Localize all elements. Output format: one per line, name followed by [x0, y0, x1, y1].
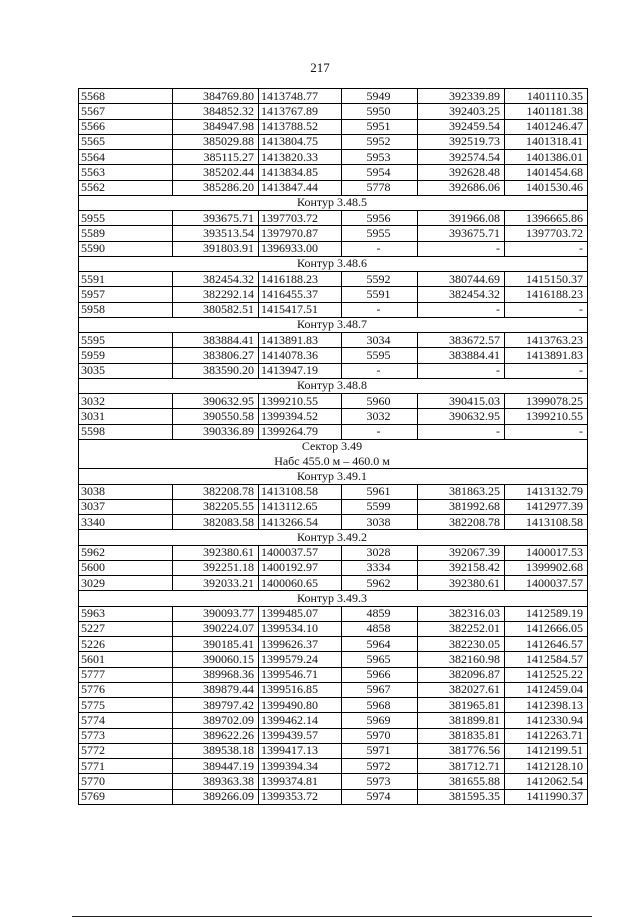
table-cell: 5974 — [342, 789, 418, 804]
table-cell: 4859 — [342, 606, 418, 621]
table-row — [79, 119, 588, 134]
table-row — [79, 484, 588, 499]
contour-header: Контур 3.48.7 — [79, 317, 588, 332]
table-cell: 5962 — [79, 545, 173, 560]
table-cell: 1401110.35 — [505, 89, 588, 104]
table-cell: 5967 — [342, 682, 418, 697]
table-cell: 389622.26 — [173, 728, 259, 743]
table-cell: 385115.27 — [173, 150, 259, 165]
table-cell: 392628.48 — [418, 165, 505, 180]
table-cell: 1399374.81 — [259, 774, 342, 789]
sector-title: Сектор 3.49 — [79, 439, 588, 454]
table-cell: 390632.95 — [173, 394, 259, 409]
table-cell: 5960 — [342, 394, 418, 409]
coordinates-table — [78, 88, 588, 805]
table-row — [79, 180, 588, 195]
table-cell: 1415417.51 — [259, 302, 342, 317]
table-cell: 390632.95 — [418, 409, 505, 424]
table-cell: 383672.57 — [418, 333, 505, 348]
table-cell: 3035 — [79, 363, 173, 378]
table-cell: 1399902.68 — [505, 560, 588, 575]
table-row — [79, 728, 588, 743]
table-row — [79, 789, 588, 804]
table-cell: 3028 — [342, 545, 418, 560]
table-cell: 5770 — [79, 774, 173, 789]
table-cell: 5562 — [79, 180, 173, 195]
table-cell: 382316.03 — [418, 606, 505, 621]
contour-header: Контур 3.49.1 — [79, 469, 588, 484]
table-row — [79, 272, 588, 287]
table-cell: 392033.21 — [173, 576, 259, 591]
table-cell: 1401246.47 — [505, 119, 588, 134]
table-cell: 1413266.54 — [259, 515, 342, 530]
table-cell: 5595 — [342, 348, 418, 363]
table-row — [79, 545, 588, 560]
table-row — [79, 226, 588, 241]
table-cell: 393513.54 — [173, 226, 259, 241]
table-cell: 1415150.37 — [505, 272, 588, 287]
table-cell: 5773 — [79, 728, 173, 743]
table-row — [79, 637, 588, 652]
table-cell: 1396933.00 — [259, 241, 342, 256]
table-cell: 1416188.23 — [259, 272, 342, 287]
table-cell: 1399462.14 — [259, 713, 342, 728]
table-cell: 382083.58 — [173, 515, 259, 530]
table-cell: 4858 — [342, 621, 418, 636]
table-cell: 1413834.85 — [259, 165, 342, 180]
table-cell: 392251.18 — [173, 560, 259, 575]
table-cell: 382252.01 — [418, 621, 505, 636]
table-cell: 1399417.13 — [259, 743, 342, 758]
table-cell: 380582.51 — [173, 302, 259, 317]
table-cell: 1412977.39 — [505, 499, 588, 514]
table-cell: 1413767.89 — [259, 104, 342, 119]
table-cell: 5591 — [342, 287, 418, 302]
table-cell: 5776 — [79, 682, 173, 697]
table-cell: 5567 — [79, 104, 173, 119]
table-cell: 1412584.57 — [505, 652, 588, 667]
table-cell: 1399626.37 — [259, 637, 342, 652]
contour-header: Контур 3.49.3 — [79, 591, 588, 606]
table-cell: 5769 — [79, 789, 173, 804]
table-cell: 391966.08 — [418, 211, 505, 226]
table-cell: 1401318.41 — [505, 134, 588, 149]
table-row — [79, 576, 588, 591]
table-cell: 1412589.19 — [505, 606, 588, 621]
table-cell: 1396665.86 — [505, 211, 588, 226]
contour-header-row — [79, 469, 588, 484]
table-cell: 392380.61 — [418, 576, 505, 591]
table-cell: 381899.81 — [418, 713, 505, 728]
table-cell: 392339.89 — [418, 89, 505, 104]
table-cell: 1413132.79 — [505, 484, 588, 499]
contour-header: Контур 3.48.8 — [79, 378, 588, 393]
table-cell: 392403.25 — [418, 104, 505, 119]
table-cell: 5600 — [79, 560, 173, 575]
table-cell: 3340 — [79, 515, 173, 530]
table-row — [79, 89, 588, 104]
table-cell: 3334 — [342, 560, 418, 575]
table-cell: 389266.09 — [173, 789, 259, 804]
table-cell: 1400037.57 — [505, 576, 588, 591]
table-cell: - — [505, 302, 588, 317]
table-cell: 383884.41 — [173, 333, 259, 348]
table-cell: 392459.54 — [418, 119, 505, 134]
table-cell: 392067.39 — [418, 545, 505, 560]
table-row — [79, 606, 588, 621]
table-cell: 1412330.94 — [505, 713, 588, 728]
table-cell: 1399516.85 — [259, 682, 342, 697]
table-cell: - — [342, 302, 418, 317]
table-cell: 5595 — [79, 333, 173, 348]
table-cell: 5775 — [79, 698, 173, 713]
table-cell: 381712.71 — [418, 759, 505, 774]
table-cell: 1412398.13 — [505, 698, 588, 713]
table-cell: 5972 — [342, 759, 418, 774]
table-row — [79, 682, 588, 697]
table-cell: 5953 — [342, 150, 418, 165]
table-cell: 1413108.58 — [505, 515, 588, 530]
table-cell: - — [342, 363, 418, 378]
table-row — [79, 333, 588, 348]
table-cell: 1399353.72 — [259, 789, 342, 804]
table-cell: 3034 — [342, 333, 418, 348]
table-cell: 3031 — [79, 409, 173, 424]
table-cell: 1399078.25 — [505, 394, 588, 409]
table-cell: 381863.25 — [418, 484, 505, 499]
table-cell: 5950 — [342, 104, 418, 119]
table-cell: 5590 — [79, 241, 173, 256]
table-cell: 389363.38 — [173, 774, 259, 789]
table-row — [79, 104, 588, 119]
table-cell: 5777 — [79, 667, 173, 682]
table-row — [79, 348, 588, 363]
table-row — [79, 150, 588, 165]
table-cell: 390336.89 — [173, 424, 259, 439]
table-cell: 1413891.83 — [259, 333, 342, 348]
table-cell: 1412263.71 — [505, 728, 588, 743]
contour-header: Контур 3.49.2 — [79, 530, 588, 545]
table-cell: 5949 — [342, 89, 418, 104]
table-cell: - — [418, 424, 505, 439]
table-cell: 1401530.46 — [505, 180, 588, 195]
table-cell: 1412128.10 — [505, 759, 588, 774]
table-cell: 1399490.80 — [259, 698, 342, 713]
table-cell: 380744.69 — [418, 272, 505, 287]
table-cell: 5951 — [342, 119, 418, 134]
contour-header-row — [79, 530, 588, 545]
table-cell: 1397970.87 — [259, 226, 342, 241]
table-row — [79, 560, 588, 575]
table-cell: 392686.06 — [418, 180, 505, 195]
table-cell: 5956 — [342, 211, 418, 226]
table-cell: 389797.42 — [173, 698, 259, 713]
table-cell: - — [505, 363, 588, 378]
table-cell: 5227 — [79, 621, 173, 636]
sector-height-row — [79, 454, 588, 469]
table-row — [79, 743, 588, 758]
table-cell: 5971 — [342, 743, 418, 758]
table-cell: 5968 — [342, 698, 418, 713]
table-cell: 1399210.55 — [259, 394, 342, 409]
table-cell: 1413748.77 — [259, 89, 342, 104]
table-cell: 3032 — [342, 409, 418, 424]
table-cell: 5957 — [79, 287, 173, 302]
table-cell: 1412062.54 — [505, 774, 588, 789]
table-cell: 5973 — [342, 774, 418, 789]
table-cell: 382208.78 — [418, 515, 505, 530]
table-cell: 5959 — [79, 348, 173, 363]
table-cell: 5963 — [79, 606, 173, 621]
table-cell: 1399264.79 — [259, 424, 342, 439]
table-cell: 5964 — [342, 637, 418, 652]
table-cell: 390550.58 — [173, 409, 259, 424]
table-cell: - — [418, 241, 505, 256]
table-cell: 382454.32 — [418, 287, 505, 302]
table-cell: 1412459.04 — [505, 682, 588, 697]
table-row — [79, 165, 588, 180]
contour-header: Контур 3.48.5 — [79, 195, 588, 210]
table-row — [79, 698, 588, 713]
table-cell: 381655.88 — [418, 774, 505, 789]
table-row — [79, 211, 588, 226]
table-cell: 390060.15 — [173, 652, 259, 667]
table-cell: 3037 — [79, 499, 173, 514]
table-cell: 1416455.37 — [259, 287, 342, 302]
table-cell: 5778 — [342, 180, 418, 195]
table-row — [79, 409, 588, 424]
table-cell: 3038 — [79, 484, 173, 499]
page-bottom-rule — [72, 916, 592, 917]
table-cell: 382292.14 — [173, 287, 259, 302]
table-cell: 1399534.10 — [259, 621, 342, 636]
table-cell: 1399210.55 — [505, 409, 588, 424]
table-cell: 5591 — [79, 272, 173, 287]
sector-height-range: Набс 455.0 м – 460.0 м — [79, 454, 588, 469]
table-cell: - — [342, 241, 418, 256]
table-cell: 382454.32 — [173, 272, 259, 287]
table-cell: 5969 — [342, 713, 418, 728]
table-cell: 390415.03 — [418, 394, 505, 409]
table-row — [79, 713, 588, 728]
table-cell: 389447.19 — [173, 759, 259, 774]
table-cell: 383884.41 — [418, 348, 505, 363]
table-cell: 390185.41 — [173, 637, 259, 652]
table-cell: 1399394.34 — [259, 759, 342, 774]
table-cell: 5592 — [342, 272, 418, 287]
table-cell: 382027.61 — [418, 682, 505, 697]
table-cell: 1416188.23 — [505, 287, 588, 302]
table-cell: 5774 — [79, 713, 173, 728]
table-cell: 1399485.07 — [259, 606, 342, 621]
table-row — [79, 621, 588, 636]
table-cell: 381776.56 — [418, 743, 505, 758]
table-row — [79, 241, 588, 256]
table-cell: 385029.88 — [173, 134, 259, 149]
table-row — [79, 652, 588, 667]
table-cell: 383590.20 — [173, 363, 259, 378]
table-cell: 5601 — [79, 652, 173, 667]
table-cell: - — [505, 241, 588, 256]
table-row — [79, 667, 588, 682]
table-cell: 389702.09 — [173, 713, 259, 728]
table-cell: 5563 — [79, 165, 173, 180]
table-cell: 1411990.37 — [505, 789, 588, 804]
table-cell: 5226 — [79, 637, 173, 652]
table-cell: 381965.81 — [418, 698, 505, 713]
table-row — [79, 515, 588, 530]
table-cell: 382205.55 — [173, 499, 259, 514]
table-cell: 5568 — [79, 89, 173, 104]
table-cell: - — [342, 424, 418, 439]
table-row — [79, 302, 588, 317]
table-cell: 392158.42 — [418, 560, 505, 575]
table-cell: 1400017.53 — [505, 545, 588, 560]
table-cell: 3032 — [79, 394, 173, 409]
table-cell: 1397703.72 — [259, 211, 342, 226]
table-cell: 1413804.75 — [259, 134, 342, 149]
table-cell: 5954 — [342, 165, 418, 180]
table-cell: 381835.81 — [418, 728, 505, 743]
table-cell: 1401454.68 — [505, 165, 588, 180]
table-cell: 3038 — [342, 515, 418, 530]
table-cell: 1414078.36 — [259, 348, 342, 363]
table-cell: 5952 — [342, 134, 418, 149]
table-row — [79, 287, 588, 302]
table-row — [79, 394, 588, 409]
table-cell: - — [418, 302, 505, 317]
table-cell: 385202.44 — [173, 165, 259, 180]
table-cell: 384769.80 — [173, 89, 259, 104]
table-cell: 1413112.65 — [259, 499, 342, 514]
table-cell: - — [418, 363, 505, 378]
table-cell: 5599 — [342, 499, 418, 514]
table-cell: 1413108.58 — [259, 484, 342, 499]
table-cell: 1401181.38 — [505, 104, 588, 119]
table-cell: 5955 — [79, 211, 173, 226]
table-cell: 382208.78 — [173, 484, 259, 499]
table-cell: 382096.87 — [418, 667, 505, 682]
table-cell: 1412525.22 — [505, 667, 588, 682]
table-cell: 5598 — [79, 424, 173, 439]
table-cell: 1412666.05 — [505, 621, 588, 636]
table-cell: 1413820.33 — [259, 150, 342, 165]
table-cell: 1397703.72 — [505, 226, 588, 241]
table-cell: 5970 — [342, 728, 418, 743]
table-cell: 1399439.57 — [259, 728, 342, 743]
table-row — [79, 424, 588, 439]
table-cell: 392519.73 — [418, 134, 505, 149]
table-cell: 5955 — [342, 226, 418, 241]
table-cell: 5565 — [79, 134, 173, 149]
table-cell: 5965 — [342, 652, 418, 667]
table-cell: 5589 — [79, 226, 173, 241]
table-row — [79, 134, 588, 149]
table-cell: 381595.35 — [418, 789, 505, 804]
table-cell: 5564 — [79, 150, 173, 165]
table-cell: 382160.98 — [418, 652, 505, 667]
table-cell: - — [505, 424, 588, 439]
table-cell: 1413891.83 — [505, 348, 588, 363]
table-cell: 5772 — [79, 743, 173, 758]
table-row — [79, 499, 588, 514]
table-cell: 390093.77 — [173, 606, 259, 621]
contour-header: Контур 3.48.6 — [79, 256, 588, 271]
contour-header-row — [79, 591, 588, 606]
table-cell: 1400037.57 — [259, 545, 342, 560]
table-cell: 1399546.71 — [259, 667, 342, 682]
contour-header-row — [79, 317, 588, 332]
sector-header-row — [79, 439, 588, 454]
contour-header-row — [79, 378, 588, 393]
table-cell: 1401386.01 — [505, 150, 588, 165]
table-cell: 1413788.52 — [259, 119, 342, 134]
table-cell: 384852.32 — [173, 104, 259, 119]
table-cell: 5771 — [79, 759, 173, 774]
contour-header-row — [79, 256, 588, 271]
table-cell: 389879.44 — [173, 682, 259, 697]
table-cell: 5958 — [79, 302, 173, 317]
table-cell: 1400192.97 — [259, 560, 342, 575]
table-row — [79, 363, 588, 378]
table-cell: 1412199.51 — [505, 743, 588, 758]
contour-header-row — [79, 195, 588, 210]
table-cell: 1413763.23 — [505, 333, 588, 348]
table-cell: 5566 — [79, 119, 173, 134]
table-cell: 1413947.19 — [259, 363, 342, 378]
table-cell: 385286.20 — [173, 180, 259, 195]
table-row — [79, 759, 588, 774]
table-cell: 390224.07 — [173, 621, 259, 636]
table-cell: 391803.91 — [173, 241, 259, 256]
table-cell: 383806.27 — [173, 348, 259, 363]
table-cell: 1413847.44 — [259, 180, 342, 195]
table-cell: 1399394.52 — [259, 409, 342, 424]
table-cell: 1400060.65 — [259, 576, 342, 591]
table-cell: 5961 — [342, 484, 418, 499]
table-cell: 393675.71 — [173, 211, 259, 226]
table-cell: 389968.36 — [173, 667, 259, 682]
table-row — [79, 774, 588, 789]
table-cell: 1412646.57 — [505, 637, 588, 652]
table-cell: 5962 — [342, 576, 418, 591]
table-cell: 3029 — [79, 576, 173, 591]
table-cell: 393675.71 — [418, 226, 505, 241]
table-cell: 381992.68 — [418, 499, 505, 514]
table-cell: 392380.61 — [173, 545, 259, 560]
table-cell: 392574.54 — [418, 150, 505, 165]
table-cell: 389538.18 — [173, 743, 259, 758]
table-cell: 384947.98 — [173, 119, 259, 134]
table-cell: 5966 — [342, 667, 418, 682]
table-cell: 382230.05 — [418, 637, 505, 652]
coordinates-table-body — [79, 89, 588, 805]
page-number: 217 — [310, 60, 330, 75]
table-cell: 1399579.24 — [259, 652, 342, 667]
